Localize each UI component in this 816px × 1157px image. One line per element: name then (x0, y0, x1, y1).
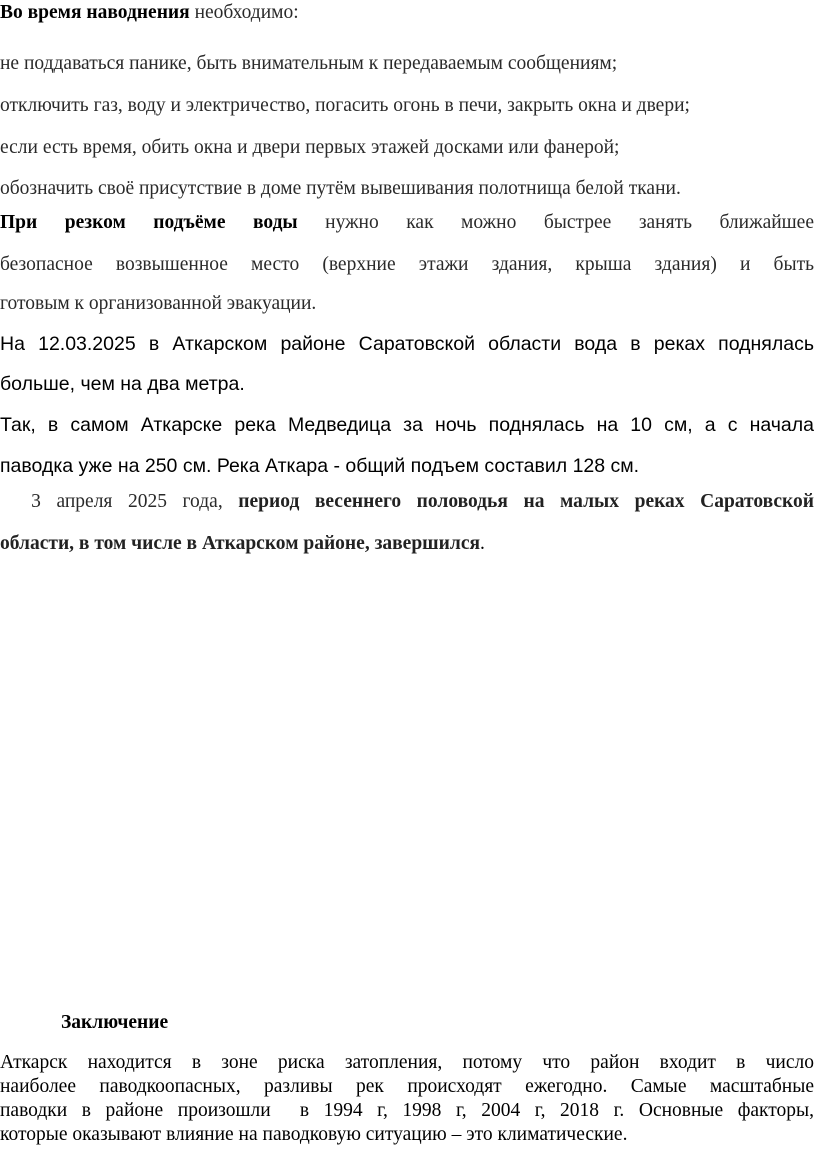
instruction-line-2: отключить газ, воду и электричество, погасить огонь в печи, закрыть окна и двери; (0, 95, 690, 116)
flood-end-line-2 (0, 533, 816, 555)
flood-heading-rest: необходимо: (189, 2, 299, 23)
conclusion-line-2: наиболее паводкоопасных, разливы рек происходят ежегодно. Самые масштабные (0, 1076, 814, 1097)
flood-end-line-1 (0, 491, 814, 513)
sudden-rise-bold: При резком подъёме воды (0, 212, 298, 233)
flood-end-prefix: 3 апреля 2025 года, (0, 491, 239, 512)
atkarsk-report-line-3: Так, в самом Аткарске река Медведица за ночь поднялась на 10 см, а с начала (0, 414, 814, 436)
sudden-rise-rest: нужно как можно быстрее занять ближайшее (297, 212, 814, 233)
sudden-rise-line-2: безопасное возвышенное место (верхние этажи здания, крыша здания) и быть (0, 254, 814, 275)
atkarsk-report-line-2: больше, чем на два метра. (0, 373, 245, 395)
atkarsk-report-line-1: На 12.03.2025 в Аткарском районе Саратовской области вода в реках поднялась (0, 333, 814, 355)
conclusion-line-3: паводки в районе произошли в 1994 г, 1998 г, 2004 г, 2018 г. Основные факторы, (0, 1100, 814, 1121)
flood-end-suffix: . (480, 533, 485, 554)
instruction-line-1: не поддаваться панике, быть внимательным к передаваемым сообщениям; (0, 53, 618, 74)
flood-end-bold-1: период весеннего половодья на малых реках Саратовской (238, 491, 815, 512)
flood-instructions-heading (0, 2, 816, 24)
conclusion-line-1: Аткарск находится в зоне риска затопления, потому что район входит в число (0, 1052, 814, 1073)
conclusion-title: Заключение (61, 1012, 169, 1033)
flood-end-bold-2: области, в том числе в Аткарском районе, завершился (0, 533, 481, 554)
instruction-line-3: если есть время, обить окна и двери первых этажей досками или фанерой; (0, 137, 620, 158)
instruction-line-4: обозначить своё присутствие в доме путём вывешивания полотнища белой ткани. (0, 178, 681, 199)
sudden-rise-line-3: готовым к организованной эвакуации. (0, 293, 317, 314)
conclusion-line-4: которые оказывают влияние на паводковую ситуацию – это климатические. (0, 1124, 628, 1145)
flood-heading-bold: Во время наводнения (0, 2, 190, 23)
sudden-rise-line-1 (0, 212, 814, 234)
atkarsk-report-line-4: паводка уже на 250 см. Река Аткара - общий подъем составил 128 см. (0, 455, 640, 477)
conclusion-paragraph (0, 1051, 814, 1147)
